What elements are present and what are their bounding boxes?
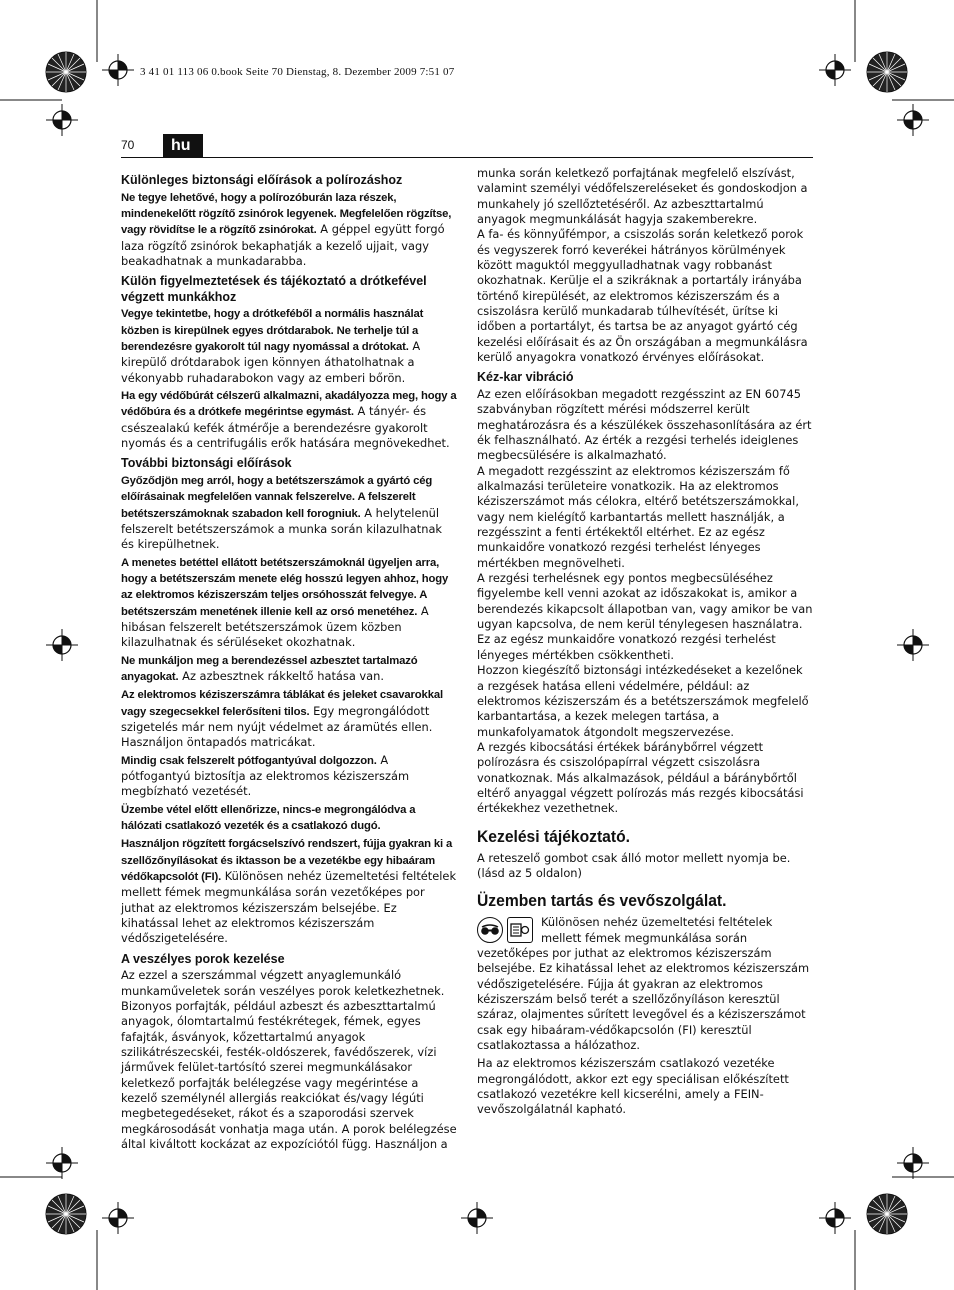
page-number: 70	[121, 138, 135, 152]
paragraph: Az ezen előírásokban megadott rezgésszint az EN 60745 szabványban rögzített mérési módszerrel került meghatározásra és a készülékek összehasonlítására az ért ék felhasználható. Az érték a rezgési terhelés ideiglenes megbecsülésére is alkalmazható.	[477, 386, 812, 463]
safety-goggles-icon	[477, 917, 503, 943]
header-rule	[121, 157, 813, 158]
paragraph: A rezgési terhelésnek egy pontos megbecsüléséhez figyelembe kell venni azokat az időszakokat is, amikor a berendezés kikapcsolt állapotban van, vagy amikor be van ugyan kapcsolva, de nem kerül ténylegesen használatra. Ez az egész munkaidőre vonatkozó rezgési terhelést lényeges mértékben csökkentheti.	[477, 571, 813, 662]
paragraph: A megadott rezgésszint az elektromos kéziszerszám fő alkalmazási területeire vonatkozik. Ha az elektromos kéziszerszámot más célokra, eltérő betétszerszámokkal, vagy nem kielégítő karbantartás mellett használják, a rezgésszint a fenti értékektől eltérhet. Ez az egész munkaidőre vonatkozó rezgési terhelést lényeges mértékben megnövelheti.	[477, 463, 799, 570]
left-column	[121, 172, 457, 1152]
paragraph: Különösen nehéz üzemeltetési feltételek mellett fémek megmunkálása során vezetőképes por juthat az elektromos kéziszerszám belsejébe. Ez kihatással lehet az elektromos kéziszerszám védőszigetelésére. Fújja át gyakran az elektromos kéziszerszám belső terét a szellőzőnyíláson keresztül száraz, olajmentes sűrített levegővel és a kéziszerszámot csak egy hibaáram-védőkapcsolón (FI) keresztül csatlakoztassa a hálózathoz.	[477, 915, 810, 1053]
section-heading: További biztonsági előírások	[121, 456, 292, 471]
section-heading: Különleges biztonsági előírások a polírozáshoz	[121, 173, 403, 187]
paragraph: Ne tegye lehetővé, hogy a polírozóburán laza részek, mindenekelőtt rögzítő zsinórok legyenek. Megfelelően rögzítse, vagy rövidítse le a rögzítő zsinórokat. A géppel együtt forgó laza rögzítő zsinórok bekaphatják a kezelő ujjait, vagy beakadhatnak a munkadarabba.	[121, 191, 452, 268]
paragraph: Vegye tekintetbe, hogy a drótkeféből a normális használat közben is kirepülnek egyes drótdarabok. Ne terhelje túl a berendezésre gyakorolt túl nagy nyomással a drótokat. A kirepülő drótdarabok igen könnyen áthatolhatnak a vékonyabb ruhadarabokon vagy az emberi bőrön.	[121, 308, 424, 385]
icon-group	[477, 917, 533, 943]
section-heading: A veszélyes porok kezelése	[121, 951, 285, 966]
paragraph: Mindig csak felszerelt pótfogantyúval dolgozzon. A pótfogantyú biztosítja az elektromos kéziszerszám megbízható vezetését.	[121, 752, 410, 799]
paragraph: A rezgés kibocsátási értékek báránybőrrel végzett polírozásra és csiszolópapírral végzett csiszolásra vonatkoznak. Más alkalmazások, például a báránybőrtől eltérő anyaggal végzett polírozás más rezgés kibocsátási értékekhez vezethetnek.	[477, 739, 804, 816]
paragraph: Ha az elektromos kéziszerszám csatlakozó vezetéke megrongálódott, akkor ezt egy speciálisan előkészített csatlakozó vezetékre kell kicserélni, amely a FEIN-vevőszolgálatnál kapható.	[477, 1056, 789, 1117]
paragraph: Az ezzel a szerszámmal végzett anyaglemunkáló munkaműveletek során veszélyes porok keletkezhetnek. Bizonyos porfajták, például azbeszt és azbeszttartalmú anyagok, ólomtartalmú festékrétegek, fémek, egyes fafajták, ásványok, kőzettartalmú anyagok szilikátrészecskéi, festék-oldószerek, favédőszerek, vízi járművek felület-tartósító szerei megmunkálásakor keletkező porfajták belélegzése vagy megérintése a kezelő személynél allergiás reakciókat és/vagy légúti megbetegedéseket, rákot és a szaporodási szervek megkárosodását vonhatja maga után. A porok belélegzése által kiváltott kockázat az expozíciótól függ. Használjon a	[121, 968, 457, 1152]
read-manual-icon	[507, 917, 533, 943]
paragraph: Győződjön meg arról, hogy a betétszerszámok a gyártó cég előírásainak megfelelően vannak felszerelve. A felszerelt betétszerszámoknak szabadon kell forogniuk. A helytelenül felszerelt betétszerszámok a munka során kilazulhatnak és kirepülhetnek.	[121, 474, 443, 552]
paragraph: Hozzon kiegészítő biztonsági intézkedéseket a kezelőnek a rezgések hatása elleni védelmére, például: az elektromos kéziszerszám és a betétszerszámok megfelelő karbantartása, a kezek melegen tartása, a munkafolyamatok átgondolt megszervezése.	[477, 663, 809, 739]
paragraph: A menetes betéttel ellátott betétszerszámoknál ügyeljen arra, hogy a betétszerszám menete elég hosszú legyen ahhoz, hogy az elektromos kéziszerszám teljes orsóhosszát felvegye. A betétszerszám menetének illenie kell az orsó menetéhez. A hibásan felszerelt betétszerszámok üzem közben kilazulhatnak és sérüléseket okozhatnak.	[121, 556, 449, 650]
print-meta: 3 41 01 113 06 0.book Seite 70 Dienstag, 8. Dezember 2009 7:51 07	[140, 66, 455, 78]
paragraph: Ha egy védőbúrát célszerű alkalmazni, akadályozza meg, hogy a védőbúra és a drótkefe megérintse egymást. A tányér- és csészealakú kefék átmérője a berendezésre gyakorolt nyomás és a centrifugális erők hatására megnövekedhet.	[121, 389, 457, 450]
paragraph: munka során keletkező porfajtának megfelelő elszívást, valamint személyi védőfelszereléseket és gondoskodjon a munkahely jó szellőztetéséről. Az azbeszttartalmú anyagok megmunkálását hagyja szakemberekre.	[477, 166, 808, 227]
paragraph: A fa- és könnyűfémpor, a csiszolás során keletkező porok és vegyszerek forró keverékei hátrányos körülmények között maguktól meggyulladhatnak vagy robbanást okozhatnak. Kerülje el a szikráknak a portartály irányába történő kirepülését, az elektromos kéziszerszám és a csiszolásra kerülő munkadarab túlhevítését, ürítse ki időben a portartályt, és tartsa be az anyagot gyártó cég kezelési előírásait és az Ön országában a megmunkálásra kerülő anyagokra vonatkozó érvényes előírásokat.	[477, 227, 808, 365]
language-badge: hu	[163, 134, 203, 157]
paragraph: Üzembe vétel előtt ellenőrizze, nincs-e megrongálódva a hálózati csatlakozó vezeték és a csatlakozó dugó.	[121, 803, 416, 833]
section-title: Üzemben tartás és vevőszolgálat.	[477, 891, 727, 911]
right-column	[477, 166, 813, 1118]
section-heading: Külön figyelmeztetések és tájékoztató a drótkefével végzett munkákhoz	[121, 274, 427, 304]
paragraph: Használjon rögzített forgácselszívó rendszert, fújja gyakran ki a szellőzőnyílásokat és iktasson be a vezetékbe egy hibaáram védőkapcsolót (FI). Különösen nehéz üzemeltetési feltételek mellett fémek megmunkálása során vezetőképes por juthat az elektromos kéziszerszám belsejébe. Ez kihatással lehet az elektromos kéziszerszám védőszigetelésére.	[121, 838, 457, 946]
section-title: Kezelési tájékoztató.	[477, 826, 630, 846]
paragraph: Az elektromos kéziszerszámra táblákat és jeleket csavarokkal vagy szegecsekkel felerősíteni tilos. Egy megrongálódott szigetelés már nem nyújt védelmet az áramütés ellen. Használjon öntapadós matricákat.	[121, 689, 443, 750]
section-heading: Kéz-kar vibráció	[477, 370, 574, 385]
paragraph: A reteszelő gombot csak álló motor mellett nyomja be. (lásd az 5 oldalon)	[477, 850, 791, 880]
paragraph: Ne munkáljon meg a berendezéssel azbesztet tartalmazó anyagokat. Az azbesztnek rákkeltő hatása van.	[121, 654, 418, 683]
